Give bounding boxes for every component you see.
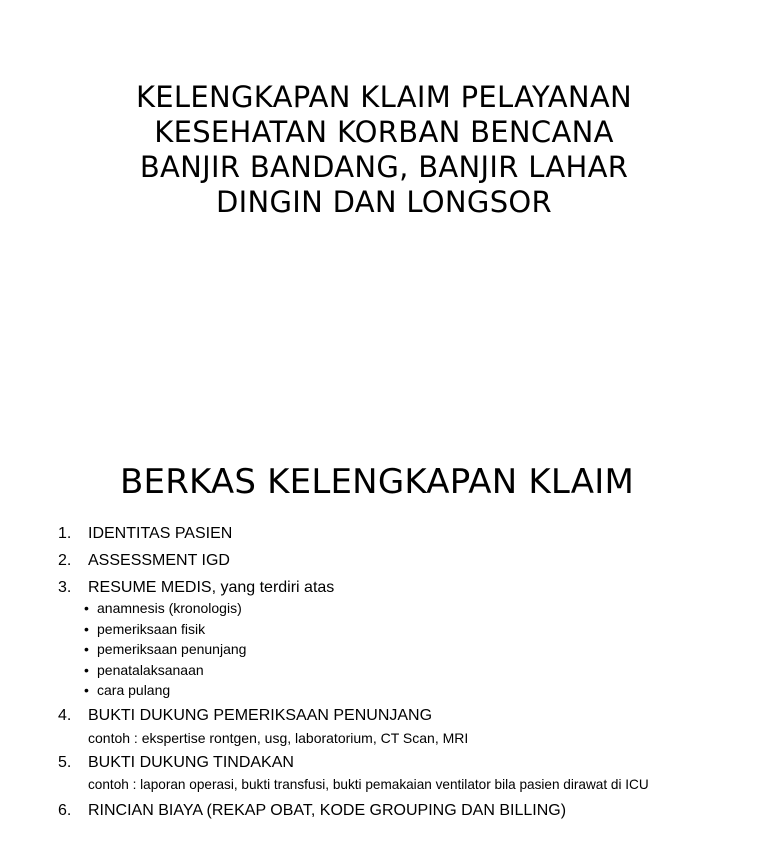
example-text: contoh : ekspertise rontgen, usg, laboratorium, CT Scan, MRI [88,730,469,746]
list-text: RINCIAN BIAYA (REKAP OBAT, KODE GROUPING DAN BILLING) [88,802,567,819]
list-number: 3. [58,579,72,596]
slide-2-title: BERKAS KELENGKAPAN KLAIM [120,462,634,502]
bullet: • [84,682,89,698]
list-text: ASSESSMENT IGD [88,552,230,569]
bullet: • [84,662,89,678]
title-line-2: KESEHATAN KORBAN BENCANA [154,115,614,149]
list-text: IDENTITAS PASIEN [88,525,233,542]
list-number: 2. [58,552,72,569]
list-number: 4. [58,707,72,724]
sub-item-text: pemeriksaan fisik [97,621,206,637]
slide-1-title [84,80,684,220]
list-text: RESUME MEDIS, yang terdiri atas [88,579,335,596]
list-number: 6. [58,802,72,819]
title-line-4: DINGIN DAN LONGSOR [216,185,552,219]
bullet: • [84,641,89,657]
title-line-1: KELENGKAPAN KLAIM PELAYANAN [135,80,633,114]
sub-item-text: cara pulang [97,682,171,698]
list-text: BUKTI DUKUNG TINDAKAN [88,754,294,771]
example-text: contoh : laporan operasi, bukti transfusi, bukti pemakaian ventilator bila pasien dirawat di ICU [88,777,649,792]
list-text: BUKTI DUKUNG PEMERIKSAAN PENUNJANG [88,707,433,724]
list-number: 5. [58,754,72,771]
bullet: • [84,600,89,616]
title-line-3: BANJIR BANDANG, BANJIR LAHAR [139,150,629,184]
sub-item-text: penatalaksanaan [97,662,204,678]
bullet: • [84,621,89,637]
list-number: 1. [58,525,72,542]
sub-item-text: anamnesis (kronologis) [97,600,242,616]
sub-item-text: pemeriksaan penunjang [97,641,247,657]
